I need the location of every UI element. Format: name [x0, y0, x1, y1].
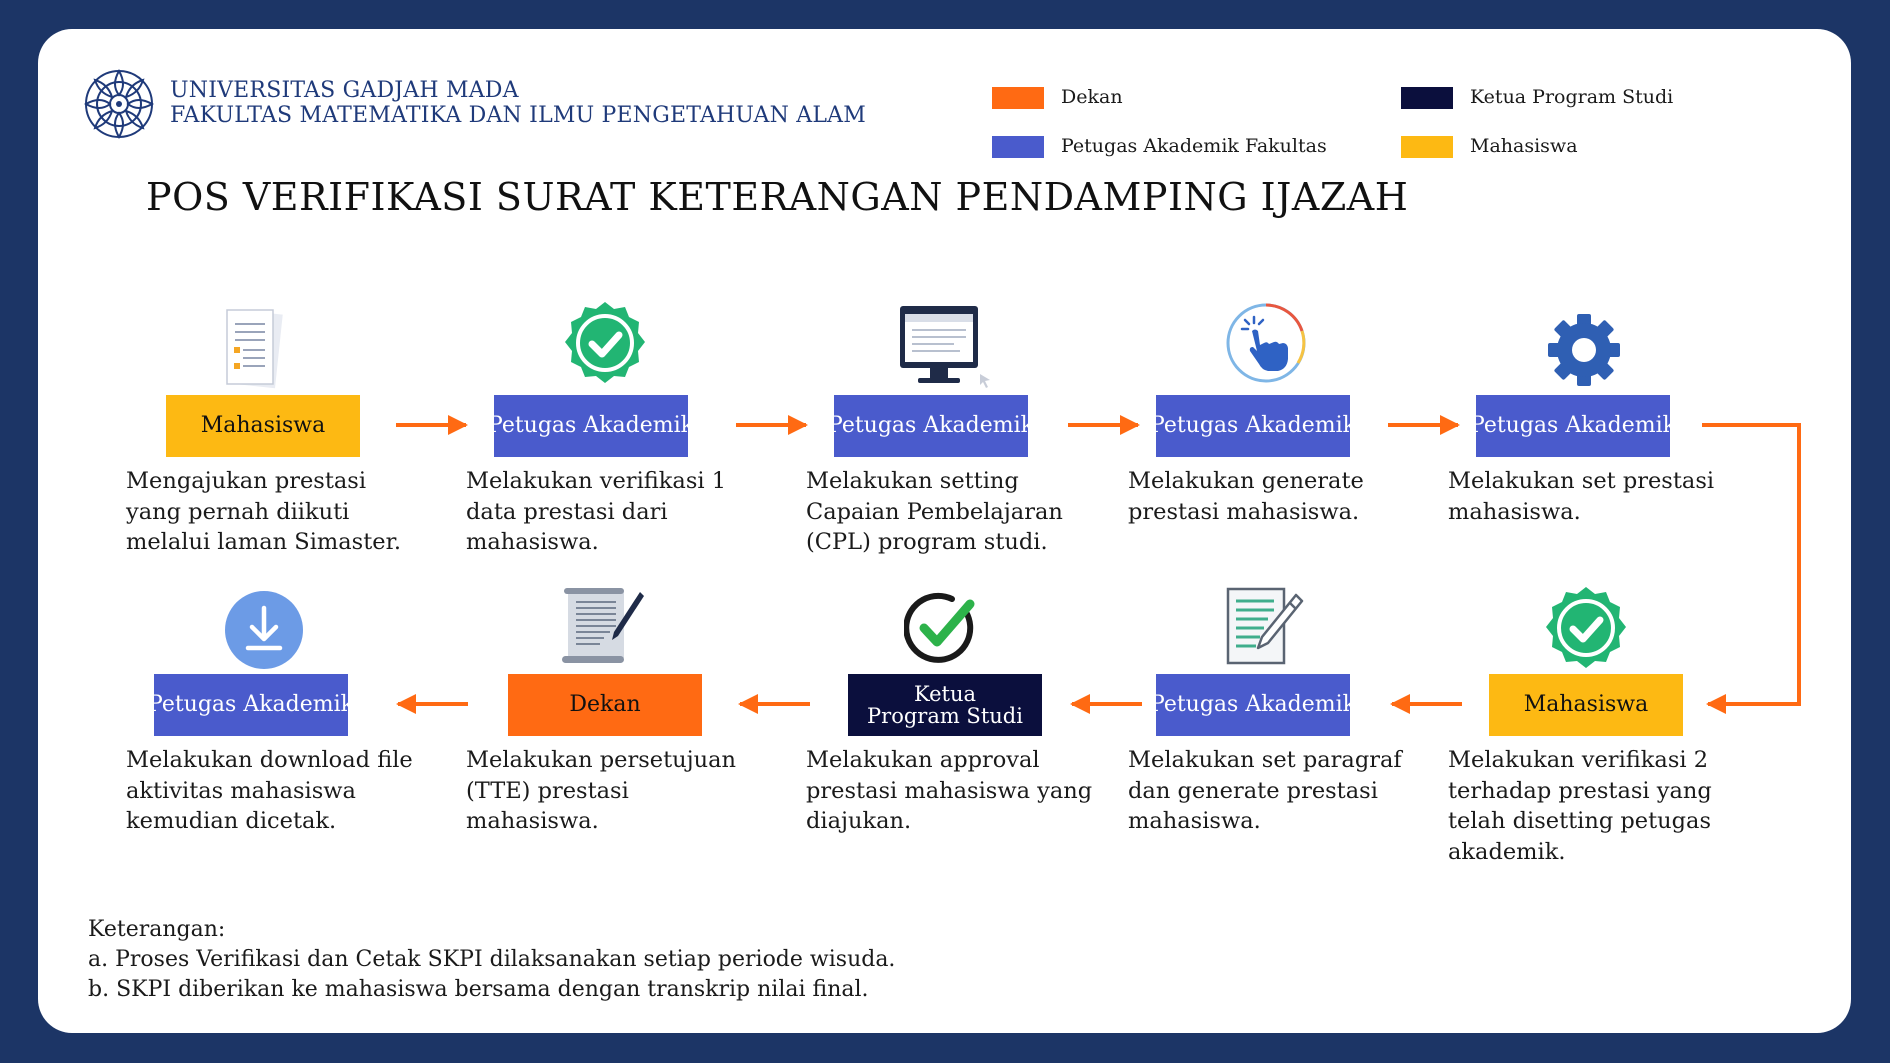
download-icon	[224, 590, 304, 670]
step-5-description: Melakukan set prestasi mahasiswa.	[1448, 468, 1715, 525]
faculty-name: FAKULTAS MATEMATIKA DAN ILMU PENGETAHUAN ALAM	[170, 103, 866, 128]
step-1-description: Mengajukan prestasi yang pernah diikuti melalui laman Simaster.	[126, 468, 401, 555]
click-hand-icon	[1224, 301, 1308, 385]
step-2-role-box: Petugas Akademik	[494, 395, 688, 457]
legend-label-dekan: Dekan	[1061, 86, 1123, 108]
step-9-role-box: Dekan	[508, 674, 702, 736]
step-8-description: Melakukan approval prestasi mahasiswa yang diajukan.	[806, 747, 1093, 834]
step-8-role-box	[848, 674, 1042, 736]
legend-label-petugas: Petugas Akademik Fakultas	[1061, 135, 1327, 157]
gear-icon	[1546, 312, 1622, 388]
step-6-role-box: Mahasiswa	[1489, 674, 1683, 736]
step-1-role-box: Mahasiswa	[166, 395, 360, 457]
edit-document-icon	[1224, 585, 1306, 667]
step-4-description: Melakukan generate prestasi mahasiswa.	[1128, 468, 1364, 525]
step-4-role-box: Petugas Akademik	[1156, 395, 1350, 457]
step-3-role-box: Petugas Akademik	[834, 395, 1028, 457]
step-8-role-line1: Ketua	[913, 682, 977, 706]
page-title: POS VERIFIKASI SURAT KETERANGAN PENDAMPING IJAZAH	[146, 175, 1409, 219]
step-10-description: Melakukan download file aktivitas mahasiswa kemudian dicetak.	[126, 747, 413, 834]
step-3-description: Melakukan setting Capaian Pembelajaran (CPL) program studi.	[806, 468, 1063, 555]
notes-heading: Keterangan:	[88, 917, 226, 942]
step-10-role-box: Petugas Akademik	[154, 674, 348, 736]
step-8-role-line2: Program Studi	[867, 704, 1023, 728]
checkmark-icon	[904, 590, 980, 666]
document-icon	[223, 306, 283, 390]
step-5-role-box: Petugas Akademik	[1476, 395, 1670, 457]
step-7-role-box: Petugas Akademik	[1156, 674, 1350, 736]
monitor-icon	[894, 302, 996, 390]
infographic-card	[38, 29, 1851, 1033]
step-7-description: Melakukan set paragraf dan generate prestasi mahasiswa.	[1128, 747, 1402, 834]
university-name: UNIVERSITAS GADJAH MADA	[170, 78, 519, 103]
step-6-description: Melakukan verifikasi 2 terhadap prestasi yang telah disetting petugas akademik.	[1448, 747, 1712, 865]
note-item-a: a. Proses Verifikasi dan Cetak SKPI dilaksanakan setiap periode wisuda.	[88, 947, 896, 972]
step-9-description: Melakukan persetujuan (TTE) prestasi mahasiswa.	[466, 747, 737, 834]
step-2-description: Melakukan verifikasi 1 data prestasi dari mahasiswa.	[466, 468, 727, 555]
verified-badge-icon	[1543, 585, 1629, 671]
scroll-pen-icon	[556, 586, 648, 666]
note-item-b: b. SKPI diberikan ke mahasiswa bersama dengan transkrip nilai final.	[88, 977, 869, 1002]
verified-badge-icon	[562, 300, 648, 386]
legend-label-kaprodi: Ketua Program Studi	[1470, 86, 1674, 108]
legend-label-mahasiswa: Mahasiswa	[1470, 135, 1578, 157]
